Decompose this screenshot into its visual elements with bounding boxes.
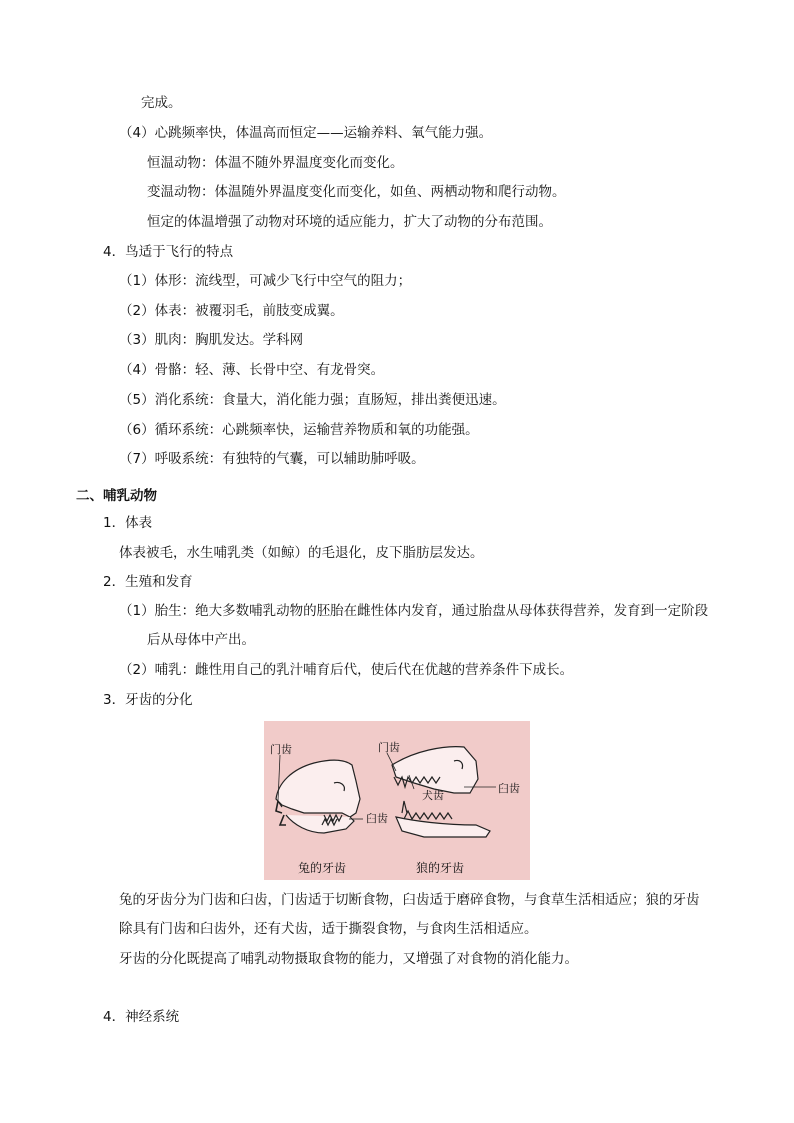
rabbit-caption: 兔的牙齿 bbox=[298, 861, 347, 875]
text-line: （1）体形：流线型，可减少飞行中空气的阻力； bbox=[119, 273, 412, 289]
wolf-molar-label: 臼齿 bbox=[498, 782, 520, 795]
rabbit-molar-label: 臼齿 bbox=[366, 812, 388, 825]
text-line: （4）骨骼：轻、薄、长骨中空、有龙骨突。 bbox=[119, 362, 385, 378]
text-line: （2）体表：被覆羽毛，前肢变成翼。 bbox=[119, 303, 344, 319]
teeth-figure bbox=[264, 721, 530, 880]
text-line: （6）循环系统：心跳频率快，运输营养物质和氧的功能强。 bbox=[119, 422, 479, 438]
text-line: 完成。 bbox=[141, 95, 182, 111]
text-line: 变温动物：体温随外界温度变化而变化，如鱼、两栖动物和爬行动物。 bbox=[147, 184, 566, 200]
rabbit-incisor-label: 门齿 bbox=[270, 743, 292, 756]
wolf-caption: 狼的牙齿 bbox=[416, 861, 465, 875]
wolf-lower-jaw-drawing bbox=[396, 801, 490, 837]
text-line: 后从母体中产出。 bbox=[147, 632, 255, 648]
text-line: 牙齿的分化既提高了哺乳动物摄取食物的能力，又增强了对食物的消化能力。 bbox=[119, 951, 578, 967]
text-line: （7）呼吸系统：有独特的气囊，可以辅助肺呼吸。 bbox=[119, 451, 425, 467]
text-line: （2）哺乳：雌性用自己的乳汁哺育后代，使后代在优越的营养条件下成长。 bbox=[119, 662, 574, 678]
text-line: 体表被毛，水生哺乳类（如鲸）的毛退化，皮下脂肪层发达。 bbox=[119, 545, 484, 561]
subheading: 2．生殖和发育 bbox=[103, 574, 193, 590]
text-line: 恒定的体温增强了动物对环境的适应能力，扩大了动物的分布范围。 bbox=[147, 214, 552, 230]
wolf-incisor-label: 门齿 bbox=[378, 741, 400, 754]
wolf-upper-skull-drawing bbox=[392, 747, 478, 793]
text-line: （3）肌肉：胸肌发达。学科网 bbox=[119, 332, 304, 348]
text-line: 除具有门齿和臼齿外，还有犬齿，适于撕裂食物，与食肉生活相适应。 bbox=[119, 921, 538, 937]
text-line: 兔的牙齿分为门齿和臼齿，门齿适于切断食物，臼齿适于磨碎食物，与食草生活相适应；狼的牙齿 bbox=[119, 892, 700, 908]
text-line: （4）心跳频率快，体温高而恒定——运输养料、氧气能力强。 bbox=[119, 125, 493, 141]
subheading: 3．牙齿的分化 bbox=[103, 692, 193, 708]
section-heading: 二、哺乳动物 bbox=[76, 488, 157, 504]
text-line: （5）消化系统：食量大，消化能力强；直肠短，排出粪便迅速。 bbox=[119, 392, 506, 408]
wolf-canine-label: 犬齿 bbox=[422, 789, 444, 802]
rabbit-skull-drawing bbox=[276, 760, 360, 833]
subheading: 1．体表 bbox=[103, 515, 153, 531]
subheading: 4．鸟适于飞行的特点 bbox=[103, 244, 234, 260]
text-line: （1）胎生：绝大多数哺乳动物的胚胎在雌性体内发育，通过胎盘从母体获得营养，发育到一定阶段 bbox=[119, 603, 709, 619]
subheading: 4．神经系统 bbox=[103, 1009, 180, 1025]
text-line: 恒温动物：体温不随外界温度变化而变化。 bbox=[147, 155, 404, 171]
